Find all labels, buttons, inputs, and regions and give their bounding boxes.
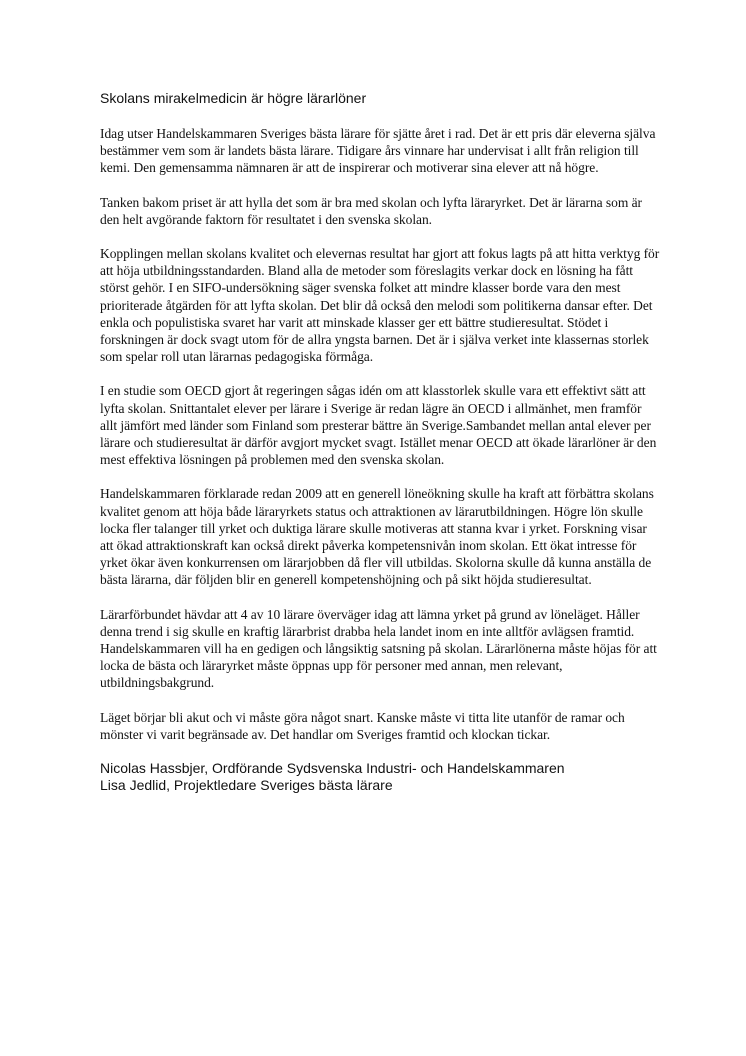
signature-line-2: Lisa Jedlid, Projektledare Sveriges bästa lärare [100, 777, 393, 794]
paragraph-1: Idag utser Handelskammaren Sveriges bästa lärare för sjätte året i rad. Det är ett pris där eleverna själva bestämmer vem som är landets bästa lärare. Tidigare års vinnare har undervisat i allt från religion till kemi. Den gemensamma nämnaren är att de inspirerar och motiverar sina elever att nå högre. [100, 126, 656, 176]
article-title: Skolans mirakelmedicin är högre lärarlöner [100, 90, 367, 106]
document-page [100, 90, 660, 794]
paragraph-4: I en studie som OECD gjort åt regeringen sågas idén om att klasstorlek skulle vara ett effektivt sätt att lyfta skolan. Snittantalet elever per lärare i Sverige är redan lägre än OECD i allmänhet, men framför allt jämfört med länder som Finland som presterar bättre än Sverige.Sambandet mellan antal elever per lärare och studieresultat är därför avgjort mycket svagt. Istället menar OECD att ökade lärarlöner är den mest effektiva lösningen på problemen med den svenska skolan. [100, 383, 657, 468]
paragraph-2: Tanken bakom priset är att hylla det som är bra med skolan och lyfta läraryrket. Det är lärarna som är den helt avgörande faktorn för resultatet i den svenska skolan. [100, 194, 642, 227]
signature-block [100, 760, 660, 794]
paragraph-6: Lärarförbundet hävdar att 4 av 10 lärare överväger idag att lämna yrket på grund av löneläget. Håller denna trend i sig skulle en kraftig lärarbrist drabba hela landet inom en inte alltför avlägsen framtid. Handelskammaren vill ha en gedigen och långsiktig satsning på skolan. Lärarlönerna måste höjas för att locka de bästa och läraryrket måste öppnas upp för personer med annan, men relevant, utbildningsbakgrund. [100, 606, 657, 691]
paragraph-7: Läget börjar bli akut och vi måste göra något snart. Kanske måste vi titta lite utanför de ramar och mönster vi varit begränsade av. Det handlar om Sveriges framtid och klockan tickar. [100, 709, 625, 742]
paragraph-3: Kopplingen mellan skolans kvalitet och elevernas resultat har gjort att fokus lagts på att hitta verktyg för att höja utbildningsstandarden. Bland alla de metoder som föreslagits verkar dock en lösning ha fått störst gehör. I en SIFO-undersökning säger svenska folket att mindre klasser borde vara den mest prioriterade åtgärden för att lyfta skolan. Det blir då också den melodi som politikerna dansar efter. Det enkla och populistiska svaret har varit att minskade klasser ger ett bättre studieresultat. Stödet i forskningen är dock svagt utom för de allra yngsta barnen. Det är i själva verket inte klassernas storlek som spelar roll utan lärarnas pedagogiska förmåga. [100, 246, 660, 365]
paragraph-5: Handelskammaren förklarade redan 2009 att en generell löneökning skulle ha kraft att förbättra skolans kvalitet genom att höja både läraryrkets status och attraktionen av lärarutbildningen. Högre lön skulle locka fler talanger till yrket och duktiga lärare skulle motiveras att stanna kvar i yrket. Forskning visar att ökad attraktionskraft kan också direkt påverka kompetensnivån inom skolan. Ett ökat intresse för yrket ökar även konkurrensen om lärarjobben då fler vill utbildas. Skolorna skulle då kunna anställa de bästa lärarna, där följden blir en generell kompetenshöjning och på sikt höjda studieresultat. [100, 486, 654, 588]
signature-line-1: Nicolas Hassbjer, Ordförande Sydsvenska Industri- och Handelskammaren [100, 760, 565, 777]
